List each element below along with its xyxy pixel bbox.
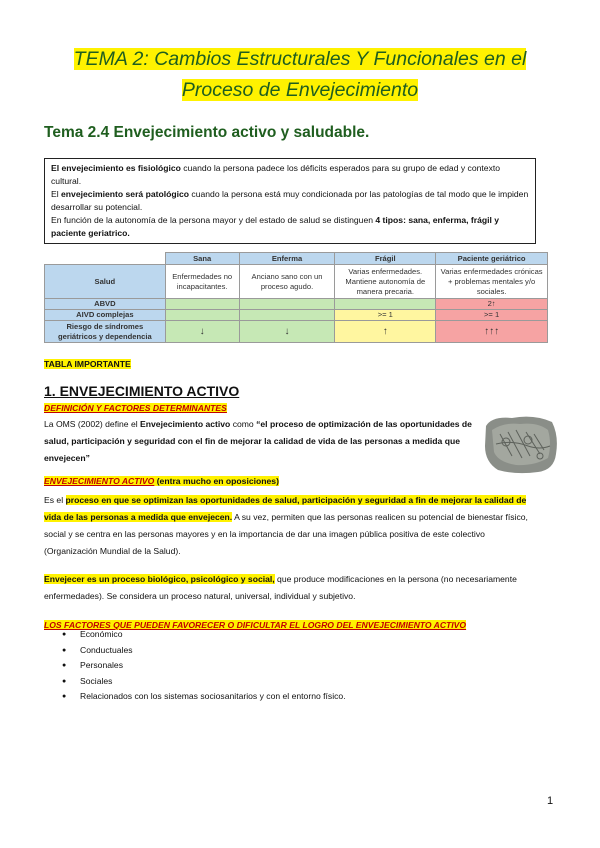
definicion-paragraph — [44, 416, 476, 467]
page-number: 1 — [547, 795, 554, 807]
cell-salud-enferma: Anciano sano con un proceso agudo. — [239, 265, 335, 299]
title-line-1: TEMA 2: Cambios Estructurales Y Funcionales en el — [73, 48, 527, 70]
header-fragil: Frágil — [335, 253, 436, 265]
cell-aivd-enferma — [239, 310, 335, 321]
row-label-abvd: ABVD — [45, 299, 166, 310]
cell-riesgo-enferma: ↓ — [239, 321, 335, 343]
header-paciente-geriatrico: Paciente geriátrico — [436, 253, 548, 265]
box-line-tipos — [51, 214, 529, 240]
table-row — [45, 265, 548, 299]
env-activo-prefix: Es el — [44, 495, 66, 505]
header-enferma: Enferma — [239, 253, 335, 265]
tabla-importante-label: TABLA IMPORTANTE — [44, 359, 131, 369]
document-title — [40, 44, 560, 106]
cell-aivd-geriatrico: >= 1 — [436, 310, 548, 321]
list-item: ● Personales — [62, 658, 346, 674]
cell-abvd-fragil — [335, 299, 436, 310]
envejecer-highlight: Envejecer es un proceso biológico, psicológico y social, — [44, 574, 275, 584]
list-item: ● Relacionados con los sistemas sociosanitarios y con el entorno físico. — [62, 689, 346, 705]
row-label-riesgo: Riesgo de síndromes geriátricos y dependencia — [45, 321, 166, 343]
cell-aivd-fragil: >= 1 — [335, 310, 436, 321]
envejecer-paragraph — [44, 571, 536, 605]
definicion-quote: “el proceso de optimización de las oportunidades de salud, participación y seguridad con el fin de mejorar la calidad de vida de las personas a medida que envejecen” — [44, 419, 472, 463]
title-line-2: Proceso de Envejecimiento — [181, 79, 419, 101]
cell-abvd-enferma — [239, 299, 335, 310]
table-row — [45, 310, 548, 321]
cell-abvd-geriatrico: 2↑ — [436, 299, 548, 310]
tabla-importante-note — [44, 356, 131, 373]
tipos-text: En función de la autonomía de la persona mayor y del estado de salud se distinguen — [51, 215, 376, 225]
patologico-text: cuando la persona está muy condicionada por las patologías de tal modo que le impiden desarrollar su potencial. — [51, 189, 529, 212]
cell-riesgo-fragil: ↑ — [335, 321, 436, 343]
definicion-heading-text: DEFINICIÓN Y FACTORES DETERMINANTES — [44, 403, 227, 413]
classification-table — [44, 252, 548, 343]
cell-salud-sana: Enfermedades no incapacitantes. — [165, 265, 239, 299]
stone-relief-image — [482, 412, 560, 476]
env-activo-text: A su vez, permiten que las personas realicen su potencial de bienestar físico, social y se centra en las personas mayores y en la importancia de dar una imagen pública positiva de este colectivo (Organización Mundial de la Salud). — [44, 512, 528, 556]
list-item: ● Conductuales — [62, 643, 346, 659]
row-label-salud: Salud — [45, 265, 166, 299]
box-line-patologico — [51, 188, 529, 214]
env-activo-note: (entra mucho en oposiciones) — [154, 476, 279, 486]
table-corner — [45, 253, 166, 265]
section-subtitle: Tema 2.4 Envejecimiento activo y saludable. — [44, 124, 370, 141]
table-header-row — [45, 253, 548, 265]
list-item: ● Económico — [62, 627, 346, 643]
section-1-heading: 1. ENVEJECIMIENTO ACTIVO — [44, 383, 240, 399]
fisiologico-text: cuando la persona padece los déficits esperados para su grupo de edad y contexto cultural. — [51, 163, 501, 186]
box-line-fisiologico — [51, 162, 529, 188]
factores-heading-text: LOS FACTORES QUE PUEDEN FAVORECER O DIFICULTAR EL LOGRO DEL ENVEJECIMIENTO ACTIVO — [44, 620, 467, 630]
cell-aivd-sana — [165, 310, 239, 321]
cell-salud-geriatrico: Varias enfermedades crónicas + problemas mentales y/o sociales. — [436, 265, 548, 299]
table-row — [45, 299, 548, 310]
header-sana: Sana — [165, 253, 239, 265]
definicion-prefix: La OMS (2002) define el — [44, 419, 141, 429]
definicion-term: Envejecimiento activo — [140, 419, 231, 429]
cell-abvd-sana — [165, 299, 239, 310]
row-label-aivd: AIVD complejas — [45, 310, 166, 321]
table-row — [45, 321, 548, 343]
fisiologico-bold: El envejecimiento es fisiológico — [51, 163, 181, 173]
cell-riesgo-geriatrico: ↑↑↑ — [436, 321, 548, 343]
tipos-bold: 4 tipos: sana, enferma, frágil y paciente geriatrico. — [51, 215, 500, 238]
env-activo-highlight: proceso en que se optimizan las oportunidades de salud, participación y seguridad a fin de mejorar la calidad de vida de las personas a medida que envejecen. — [44, 495, 527, 522]
envejecer-text: que produce modificaciones en la persona (no necesariamente enfermedades). Se considera un proceso natural, universal, individual y subjetivo. — [44, 574, 517, 601]
env-activo-heading — [44, 473, 279, 490]
definicion-como: como — [230, 419, 257, 429]
env-activo-paragraph — [44, 492, 532, 560]
patologico-prefix: El — [51, 189, 62, 199]
cell-salud-fragil: Varias enfermedades. Mantiene autonomía de manera precaria. — [335, 265, 436, 299]
definition-box — [44, 158, 536, 244]
factores-list — [62, 627, 346, 705]
env-activo-heading-text: ENVEJECIMIENTO ACTIVO — [44, 476, 155, 486]
patologico-bold: envejecimiento será patológico — [61, 189, 190, 199]
cell-riesgo-sana: ↓ — [165, 321, 239, 343]
definicion-heading — [44, 400, 227, 417]
list-item: ● Sociales — [62, 674, 346, 690]
